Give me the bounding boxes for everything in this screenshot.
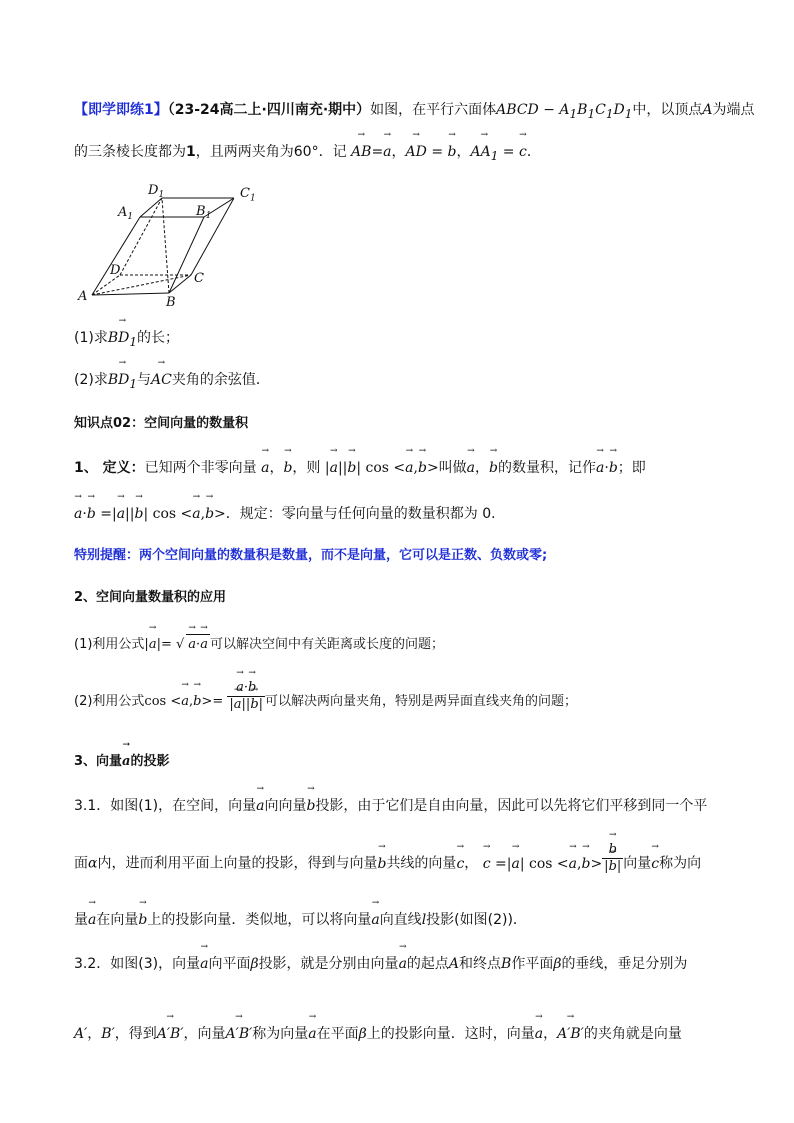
definition-line-2: → a·→ b =|→ a||→ b| cos <→ a,→ b>．规定：零向量与任何向量的数量积都为 0. xyxy=(74,504,496,524)
paragraph-3-1-line-3: 量→ a在向量→ b上的投影向量．类似地，可以将向量→ a向直线l投影(如图(2))． xyxy=(74,910,527,930)
label-D1: $D_1$ xyxy=(148,183,165,200)
paragraph-3-1-line-1: 3.1．如图(1)，在空间，向量→ a向向量→ b投影，由于它们是自由向量，因此可以先将它们平移到同一个平 xyxy=(74,796,707,816)
label-A: A xyxy=(78,289,88,304)
warning-text: 特别提醒：两个空间向量的数量积是数量，而不是向量，它可以是正数、负数或零; xyxy=(74,548,548,563)
section-heading: 知识点02：空间向量的数量积 xyxy=(74,416,249,431)
label-D: D xyxy=(110,263,121,278)
question-2: (2)求→ $BD_1$与→ AC夹角的余弦值． xyxy=(74,370,270,394)
label-B: B xyxy=(166,295,176,308)
exercise-line-1: 【即学即练1】（23-24高二上·四川南充·期中）如图，在平行六面体ABCD − $A_1B_1C_1D_1$中，以顶点A为端点 xyxy=(74,102,755,121)
label-A1: $A_1$ xyxy=(118,205,134,222)
label-C1-text: $C_1$ xyxy=(240,186,256,204)
question-1: (1)求→ $BD_1$的长； xyxy=(74,328,179,352)
paragraph-3-2-line-1: 3.2．如图(3)，向量→ a向平面β投影，就是分别由向量→ a的起点A和终点B作平面β的垂线，垂足分别为 xyxy=(74,954,687,974)
definition-line-1: 1、 定义：已知两个非零向量 → a，→ b，则 |→ a||→ b| cos <→ a,→ b>叫做→ a，→ b的数量积，记作→ a·→ b；即 xyxy=(74,458,646,478)
solid-name: ABCD − $A_1B_1C_1D_1$ xyxy=(496,102,633,121)
label-C: C xyxy=(194,271,204,286)
paragraph-3-1-line-2: 面α内，进而利用平面上向量的投影，得到与向量→ b共线的向量→ c， → c =|→ a| cos <→ a,→ b> → $\frac{b}{|\to b|}$ 向量→ c称为向 xyxy=(74,852,701,875)
projection-heading: 3、向量→ a的投影 xyxy=(74,752,170,772)
paragraph-3-2-line-2: A′，B′，得到→ A′B′，向量→ A′B′称为向量→ a在平面β上的投影向量．这时，向量→ a，→ A′B′的夹角就是向量 xyxy=(74,1024,682,1044)
exercise-stem: 如图，在平行六面体 xyxy=(370,102,497,118)
exercise-line-2: 的三条棱长度都为1，且两两夹角为60°．记 → AB=→ a，→ AD = → b，→ $AA_1$ = → c． xyxy=(74,142,541,166)
parallelepiped-figure xyxy=(74,178,234,308)
exercise-tag: 【即学即练1】 xyxy=(74,102,168,118)
application-1: (1)利用公式|→ a|= √→ a·→ a 可以解决空间中有关距离或长度的问题； xyxy=(74,634,444,655)
applications-heading: 2、空间向量数量积的应用 xyxy=(74,590,227,605)
application-2: (2)利用公式cos <→ a,→ b>= → $\frac{a\cdot\to b}{|\to a||\to b|}$ 可以解决两向量夹角，特别是两异面直线夹角的问题； xyxy=(74,690,577,713)
exercise-source: （23-24高二上·四川南充·期中） xyxy=(167,102,371,118)
label-B1: $B_1$ xyxy=(196,204,212,221)
angle-value: 60° xyxy=(293,144,319,160)
